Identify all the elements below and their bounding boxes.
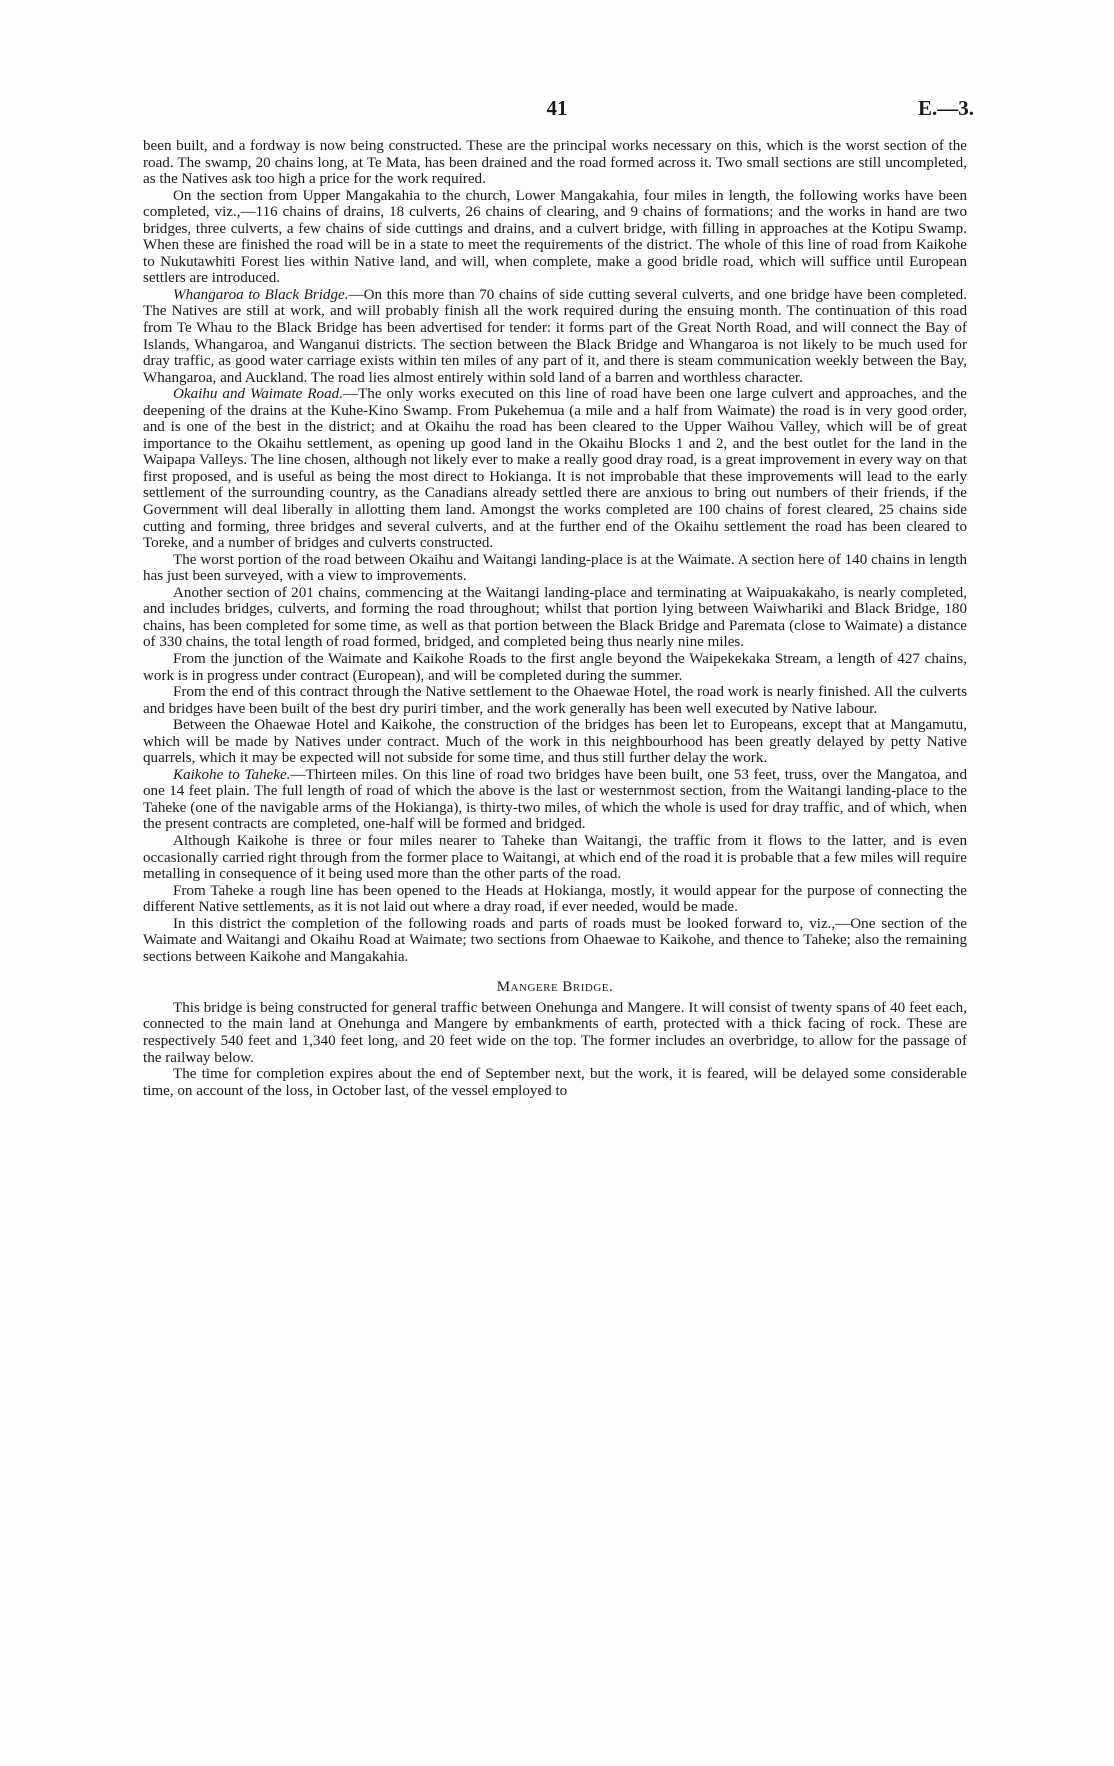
paragraph: On the section from Upper Mangakahia to the church, Lower Mangakahia, four miles in length, the following works have been completed, viz.,—116 chains of drains, 18 culverts, 26 chains of clearing, and 9 chains of formations; and the works in hand are two bridges, three culverts, a few chains of side cuttings and drains, and a culvert bridge, with filling in approaches at the Kotipu Swamp. When these are finished the road will be in a state to meet the requirements of the district. The whole of this line of road from Kaikohe to Nukutawhiti Forest lies within Native land, and will, when complete, make a good bridle road, which will suffice until European settlers are introduced. xyxy=(143,187,967,287)
paragraph xyxy=(143,767,967,833)
paragraph: The worst portion of the road between Okaihu and Waitangi landing-place is at the Waimate. A section here of 140 chains in length has just been surveyed, with a view to improvements. xyxy=(143,551,967,585)
paragraph: This bridge is being constructed for general traffic between Onehunga and Mangere. It will consist of twenty spans of 40 feet each, connected to the main land at Onehunga and Mangere by embankments of earth, protected with a thick facing of rock. These are respectively 540 feet and 1,340 feet long, and 20 feet wide on the top. The former includes an overbridge, to allow for the passage of the railway below. xyxy=(143,999,967,1066)
document-reference: E.—3. xyxy=(917,96,974,120)
section-title: Kaikohe to Taheke. xyxy=(173,766,291,783)
paragraph: been built, and a fordway is now being constructed. These are the principal works necessary on this, which is the worst section of the road. The swamp, 20 chains long, at Te Mata, has been drained and the road formed across it. Two small sections are still uncompleted, as the Natives ask too high a price for the work required. xyxy=(143,138,967,188)
paragraph xyxy=(143,287,967,386)
paragraph-text: —The only works executed on this line of road have been one large culvert and approaches, and the deepening of the drains at the Kuhe-Kino Swamp. From Pukehemua (a mile and a half from Waimate) the road is in very good order, and is one of the best in the district; and at Okaihu the road has been cleared to the Upper Waihou Valley, which will be of great importance to the Okaihu settlement, as opening up good land in the Okaihu Blocks 1 and 2, and the best outlet for the land in the Waipapa Valleys. The line chosen, although not likely ever to make a really good dray road, is a great improvement in every way on that first proposed, and is useful as being the most direct to Hokianga. It is not improbable that these improvements will lead to the early settlement of the surrounding country, as the Canadians already settled there are anxious to bring out numbers of their friends, if the Government will deal liberally in allotting them land. Amongst the works completed are 100 chains of forest cleared, 25 chains side cutting and forming, three bridges and several culverts, and at the further end of the Okaihu settlement the road has been cleared to Toreke, and a number of bridges and culverts constructed. xyxy=(143,386,967,552)
paragraph: From the junction of the Waimate and Kaikohe Roads to the first angle beyond the Waipekekaka Stream, a length of 427 chains, work is in progress under contract (European), and will be completed during the summer. xyxy=(143,650,967,684)
paragraph-text: —On this more than 70 chains of side cutting several culverts, and one bridge have been completed. The Natives are still at work, and will probably finish all the work required during the ensuing month. The continuation of this road from Te Whau to the Black Bridge has been advertised for tender: it forms part of the Great North Road, and will connect the Bay of Islands, Whangaroa, and Wanganui districts. The section between the Black Bridge and Whangaroa is not likely to be much used for dray traffic, as good water carriage exists within ten miles of any part of it, and there is steam communication weekly between the Bay, Whangaroa, and Auckland. The road lies almost entirely within sold land of a barren and worthless character. xyxy=(143,286,967,386)
section-heading: Mangere Bridge. xyxy=(496,979,614,996)
section-title: Whangaroa to Black Bridge. xyxy=(173,286,349,303)
paragraph: From the end of this contract through the Native settlement to the Ohaewae Hotel, the road work is nearly finished. All the culverts and bridges have been built of the best dry puriri timber, and the work generally has been well executed by Native labour. xyxy=(143,684,967,717)
body-text xyxy=(143,138,967,1099)
paragraph: Another section of 201 chains, commencing at the Waitangi landing-place and terminating at Waipuakakaho, is nearly completed, and includes bridges, culverts, and forming the road throughout; whilst that portion lying between Waiwhariki and Black Bridge, 180 chains, has been completed for some time, as well as that portion between the Black Bridge and Paremata (close to Waimate) a distance of 330 chains, the total length of road formed, bridged, and completed being thus nearly nine miles. xyxy=(143,584,967,651)
section-title: Okaihu and Waimate Road. xyxy=(173,386,343,403)
paragraph: Between the Ohaewae Hotel and Kaikohe, the construction of the bridges has been let to Europeans, except that at Mangamutu, which will be made by Natives under contract. Much of the work in this neighbourhood has been greatly delayed by petty Native quarrels, which it may be expected will not subside for some time, and thus still further delay the work. xyxy=(143,717,967,767)
paragraph: Although Kaikohe is three or four miles nearer to Taheke than Waitangi, the traffic from it flows to the latter, and is even occasionally carried right through from the former place to Waitangi, at which end of the road it is probable that a few miles will require metalling in consequence of it being used more than the other parts of the road. xyxy=(143,832,967,883)
paragraph: From Taheke a rough line has been opened to the Heads at Hokianga, mostly, it would appear for the purpose of connecting the different Native settlements, as it is not laid out where a dray road, if ever needed, would be made. xyxy=(143,882,967,916)
page-number: 41 xyxy=(546,96,568,120)
page-header xyxy=(140,96,974,126)
paragraph: The time for completion expires about the end of September next, but the work, it is feared, will be delayed some considerable time, on account of the loss, in October last, of the vessel employed to xyxy=(143,1066,967,1099)
paragraph-text: —Thirteen miles. On this line of road two bridges have been built, one 53 feet, truss, over the Mangatoa, and one 14 feet plain. The full length of road of which the above is the last or westernmost section, from the Waitangi landing-place to the Taheke (one of the navigable arms of the Hokianga), is thirty-two miles, of which the whole is used for dray traffic, and of which, when the present contracts are completed, one-half will be formed and bridged. xyxy=(143,766,968,833)
paragraph xyxy=(143,386,967,551)
paragraph: In this district the completion of the following roads and parts of roads must be looked forward to, viz.,—One section of the Waimate and Waitangi and Okaihu Road at Waimate; two sections from Ohaewae to Kaikohe, and thence to Taheke; also the remaining sections between Kaikohe and Mangakahia. xyxy=(143,915,967,965)
